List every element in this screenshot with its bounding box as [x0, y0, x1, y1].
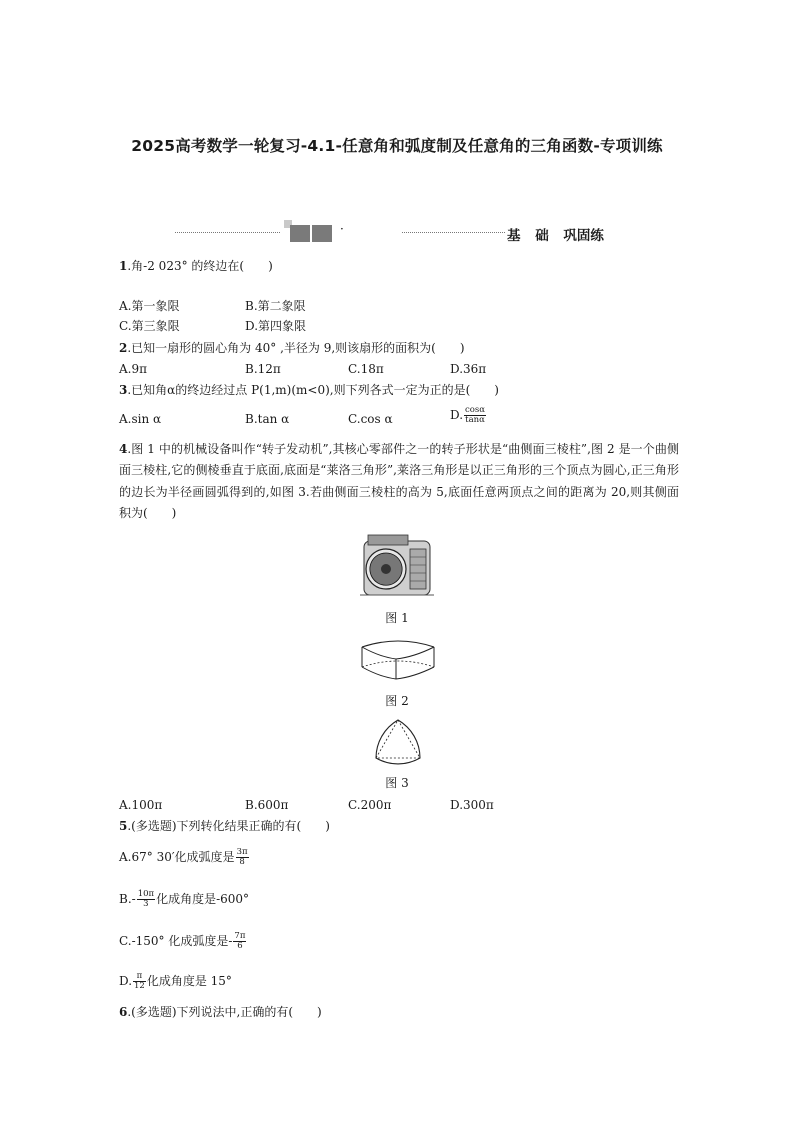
dotted-rule-right [402, 232, 505, 233]
question-1 [119, 258, 273, 274]
q4-option-a: A.100π [119, 798, 163, 812]
question-number: 5 [119, 819, 128, 833]
reuleaux-triangle-figure [368, 716, 428, 770]
question-text: .已知角α的终边经过点 P(1,m)(m<0),则下列各式一定为正的是( ) [127, 383, 499, 397]
figure-3-caption: 图 3 [385, 776, 409, 790]
q1-option-d: D.第四象限 [245, 319, 307, 333]
question-number: 2 [119, 341, 128, 355]
q5-option-d [119, 972, 232, 991]
q5-option-b [119, 890, 249, 909]
figure-1-caption: 图 1 [385, 611, 409, 625]
option-suffix: 化成角度是-600° [156, 892, 250, 906]
question-number: 3 [119, 383, 128, 397]
fraction-numerator: cosα [465, 405, 485, 415]
question-text: .(多选题)下列转化结果正确的有( ) [127, 819, 330, 833]
q4-option-c: C.200π [348, 798, 392, 812]
option-prefix: D. [450, 408, 464, 422]
q5-option-c [119, 932, 247, 951]
fraction-denominator: 8 [239, 857, 245, 867]
q5-option-a [119, 848, 250, 867]
question-6 [119, 1004, 322, 1020]
option-text: A.67° 30′化成弧度是 [119, 850, 235, 864]
decor-square-1 [290, 225, 310, 242]
fraction [133, 972, 146, 991]
fraction-denominator: tanα [465, 415, 485, 425]
q3-option-d [450, 406, 487, 425]
q1-option-a: A.第一象限 [119, 299, 180, 313]
question-number: 1 [119, 259, 128, 273]
q2-option-c: C.18π [348, 362, 384, 376]
fraction-denominator: 3 [143, 899, 149, 909]
question-2 [119, 340, 465, 356]
fraction-denominator: 6 [237, 941, 243, 951]
fraction [137, 890, 155, 909]
question-5 [119, 818, 330, 834]
q3-option-b: B.tan α [245, 412, 290, 426]
q3-option-a: A.sin α [119, 412, 162, 426]
section-label: 基 础 巩固练 [507, 228, 604, 244]
question-text: .图 1 中的机械设备叫作“转子发动机”,其核心零部件之一的转子形状是“曲侧面三棱柱”,图 2 是一个曲侧面三棱柱,它的侧棱垂直于底面,底面是“莱洛三角形”,莱洛三角形是以正三角形的三个顶点为圆心,正三角形的边长为半径画圆弧得到的,如图 3.若曲侧面三棱柱的高为 5,底面任意两顶点之间的距离为 20,则其侧面积为( ) [119, 442, 679, 520]
fraction-numerator: 10π [137, 889, 155, 899]
question-text: .已知一扇形的圆心角为 40° ,半径为 9,则该扇形的面积为( ) [127, 341, 465, 355]
option-text: C.-150° 化成弧度是- [119, 934, 233, 948]
fraction-denominator: 12 [134, 981, 145, 991]
document-title: 2025高考数学一轮复习-4.1-任意角和弧度制及任意角的三角函数-专项训练 [131, 137, 663, 155]
question-number: 6 [119, 1005, 128, 1019]
question-3 [119, 382, 499, 398]
fraction [464, 406, 486, 425]
section-bullet: · [340, 222, 344, 236]
fraction-numerator: 7π [234, 931, 246, 941]
option-suffix: 化成角度是 15° [146, 974, 232, 988]
curved-prism-figure [358, 637, 438, 685]
section-header [0, 220, 794, 250]
question-4 [119, 439, 679, 524]
q2-option-d: D.36π [450, 362, 487, 376]
fraction-numerator: π [133, 972, 146, 982]
option-prefix: D. [119, 974, 133, 988]
q4-option-d: D.300π [450, 798, 494, 812]
dotted-rule-left [175, 232, 280, 233]
option-prefix: B.- [119, 892, 136, 906]
rotary-engine-figure [358, 531, 438, 601]
q2-option-a: A.9π [119, 362, 148, 376]
q1-option-c: C.第三象限 [119, 319, 180, 333]
fraction [233, 932, 246, 951]
q3-option-c: C.cos α [348, 412, 393, 426]
fraction-numerator: 3π [236, 847, 248, 857]
decor-square-2 [312, 225, 332, 242]
question-number: 4 [119, 442, 128, 456]
q2-option-b: B.12π [245, 362, 281, 376]
q1-option-b: B.第二象限 [245, 299, 306, 313]
question-text: .角-2 023° 的终边在( ) [127, 259, 273, 273]
figure-2-caption: 图 2 [385, 694, 409, 708]
question-text: .(多选题)下列说法中,正确的有( ) [127, 1005, 322, 1019]
fraction [236, 848, 249, 867]
q4-option-b: B.600π [245, 798, 289, 812]
